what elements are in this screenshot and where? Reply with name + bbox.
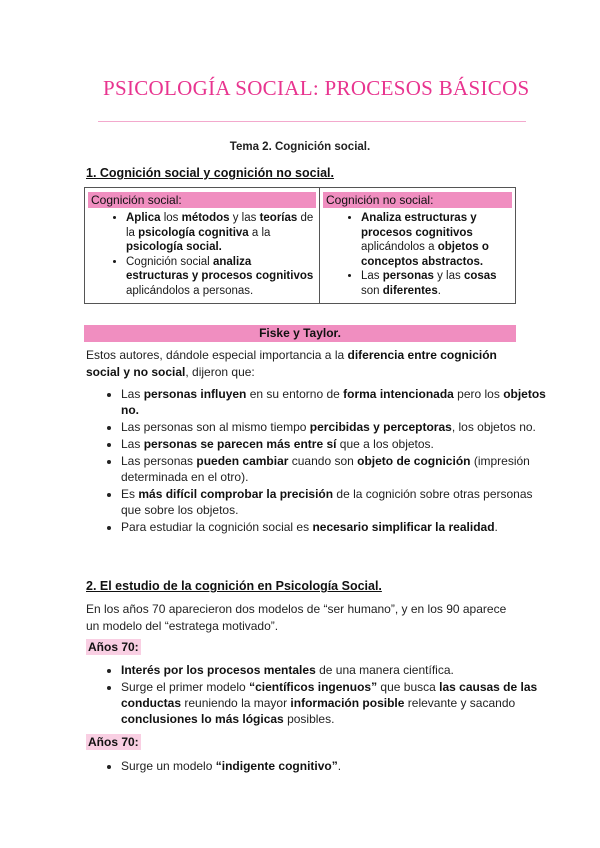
title-divider bbox=[98, 121, 526, 122]
page-title: PSICOLOGÍA SOCIAL: PROCESOS BÁSICOS bbox=[103, 76, 530, 100]
section2-intro: En los años 70 aparecieron dos modelos de “ser humano”, y en los 90 aparece un modelo del “estratega motivado”. bbox=[86, 602, 507, 633]
list-item: • Interés por los procesos mentales de una manera científica. bbox=[121, 662, 553, 678]
non-social-cognition-list bbox=[323, 211, 512, 298]
list-item: • Analiza estructuras y procesos cognitivos aplicándolos a objetos o conceptos abstractos. bbox=[361, 211, 512, 269]
fiske-taylor-banner: Fiske y Taylor. bbox=[84, 325, 516, 342]
non-social-cognition-cell bbox=[320, 188, 516, 304]
list-item: • Las personas pueden cambiar cuando son objeto de cognición (impresión determinada en el otro). bbox=[121, 453, 553, 485]
fiske-points-list bbox=[86, 386, 553, 536]
item-text: . bbox=[337, 759, 342, 773]
item-text: Surge un modelo bbox=[121, 759, 216, 773]
list-item: • Las personas son al mismo tiempo percibidas y perceptoras, los objetos no. bbox=[121, 419, 553, 435]
social-cognition-list bbox=[88, 211, 316, 298]
list-item: • Las personas influyen en su entorno de forma intencionada pero los objetos no. bbox=[121, 386, 553, 418]
era-label-2 bbox=[86, 735, 141, 749]
social-cognition-cell bbox=[85, 188, 320, 304]
era-label-1 bbox=[86, 640, 141, 654]
section2-heading: 2. El estudio de la cognición en Psicología Social. bbox=[86, 579, 382, 593]
item-emphasis: “indigente cognitivo” bbox=[215, 759, 338, 773]
list-item: • Es más difícil comprobar la precisión de la cognición sobre otras personas que sobre los objetos. bbox=[121, 486, 553, 518]
era-label-text: Años 70: bbox=[88, 735, 139, 749]
list-item bbox=[121, 758, 553, 774]
list-item: • Las personas se parecen más entre sí que a los objetos. bbox=[121, 436, 553, 452]
intro-text: Estos autores, dándole especial importancia a la bbox=[86, 348, 348, 362]
list-item: • Cognición social analiza estructuras y procesos cognitivos aplicándolos a personas. bbox=[126, 255, 316, 299]
comparison-table bbox=[84, 187, 516, 304]
non-social-cognition-header: Cognición no social: bbox=[323, 192, 512, 208]
intro-emphasis: diferencia entre cognición social y no social bbox=[86, 348, 497, 379]
subtitle: Tema 2. Cognición social. bbox=[229, 141, 371, 153]
list-item: • Surge el primer modelo “científicos ingenuos” que busca las causas de las conductas reuniendo la mayor información posible relevante y sacando conclusiones lo más lógicas posibles. bbox=[121, 679, 553, 727]
list-item: • Las personas y las cosas son diferentes. bbox=[361, 269, 512, 298]
intro-text: , dijeron que: bbox=[185, 364, 255, 379]
list-item: • Aplica los métodos y las teorías de la psicología cognitiva a la psicología social. bbox=[126, 211, 316, 255]
era-label-text: Años 70: bbox=[88, 640, 139, 654]
social-cognition-header: Cognición social: bbox=[88, 192, 316, 208]
era2-list bbox=[86, 758, 553, 775]
section1-heading: 1. Cognición social y cognición no social. bbox=[86, 166, 334, 180]
fiske-intro bbox=[86, 347, 518, 380]
era1-list bbox=[86, 662, 553, 728]
list-item: • Para estudiar la cognición social es necesario simplificar la realidad. bbox=[121, 519, 553, 535]
